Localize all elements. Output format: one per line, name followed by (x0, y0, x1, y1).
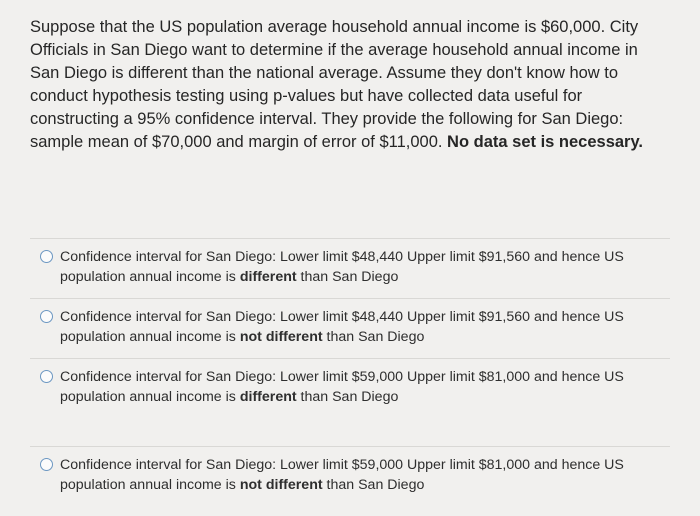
answer-option-label: Confidence interval for San Diego: Lower limit $59,000 Upper limit $81,000 and hence US population annual income is not different than San Diego (60, 457, 624, 493)
answer-option-1[interactable] (30, 238, 670, 287)
answer-option-2[interactable] (30, 298, 670, 347)
radio-button[interactable] (40, 458, 53, 471)
question-body: Suppose that the US population average household annual income is $60,000. City Officials in San Diego want to determine if the average household annual income in San Diego is different than the national average. Assume they don't know how to conduct hypothesis testing using p-values but have collected data useful for constructing a 95% confidence interval. They provide the following for San Diego: sample mean of $70,000 and margin of error of $11,000. (30, 18, 639, 151)
answer-option-3[interactable] (30, 358, 670, 407)
radio-button[interactable] (40, 250, 53, 263)
answer-option-label: Confidence interval for San Diego: Lower limit $48,440 Upper limit $91,560 and hence US population annual income is not different than San Diego (60, 309, 624, 345)
question-bold-note: No data set is necessary. (447, 133, 644, 151)
radio-button[interactable] (40, 310, 53, 323)
answer-option-label: Confidence interval for San Diego: Lower limit $48,440 Upper limit $91,560 and hence US population annual income is different than San Diego (60, 249, 624, 285)
answer-option-label: Confidence interval for San Diego: Lower limit $59,000 Upper limit $81,000 and hence US population annual income is different than San Diego (60, 369, 624, 405)
answer-option-4[interactable] (30, 446, 670, 495)
question-text (30, 16, 670, 154)
radio-button[interactable] (40, 370, 53, 383)
